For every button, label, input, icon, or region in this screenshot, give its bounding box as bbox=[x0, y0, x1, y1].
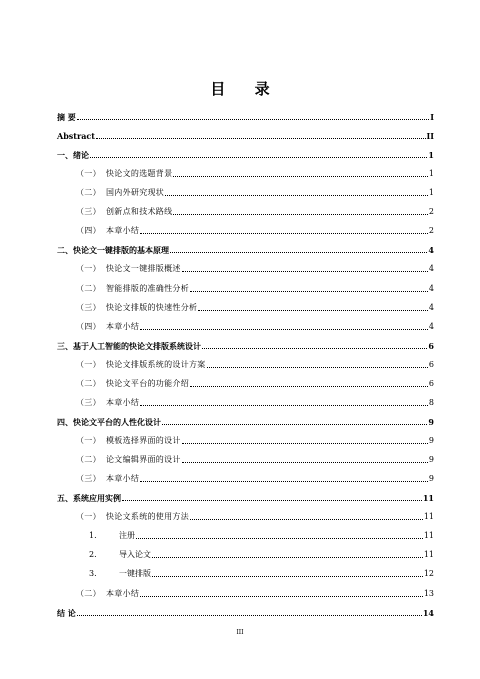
toc-entry[interactable] bbox=[76, 322, 434, 332]
dot-leader bbox=[173, 214, 428, 215]
toc-entry-page: 4 bbox=[428, 283, 434, 293]
toc-entry-number: 3. bbox=[89, 569, 97, 579]
dot-leader bbox=[140, 596, 423, 597]
toc-entry-title bbox=[57, 112, 76, 122]
dot-leader bbox=[190, 291, 428, 292]
toc-entry[interactable] bbox=[57, 150, 434, 160]
toc-entry-text: 摘 要 bbox=[57, 112, 76, 122]
toc-entry-page: 9 bbox=[428, 455, 434, 465]
toc-entry-text: 本章小结 bbox=[106, 474, 140, 484]
toc-entry-title bbox=[76, 589, 139, 599]
toc-entry[interactable] bbox=[76, 589, 434, 599]
toc-entry-page: 8 bbox=[428, 397, 434, 407]
toc-entry-page: 1 bbox=[428, 169, 434, 179]
toc-entry-title bbox=[76, 455, 181, 465]
toc-entry-page: 4 bbox=[428, 302, 434, 312]
toc-entry-number: （三） bbox=[76, 302, 101, 312]
toc-entry[interactable] bbox=[89, 531, 434, 541]
toc-entry-text: 本章小结 bbox=[106, 321, 140, 331]
dot-leader bbox=[190, 386, 428, 387]
page-title: 目 录 bbox=[210, 80, 282, 98]
dot-leader bbox=[122, 500, 422, 501]
toc-entry-title bbox=[89, 531, 135, 541]
toc-entry[interactable] bbox=[57, 112, 434, 122]
dot-leader bbox=[202, 348, 427, 349]
dot-leader bbox=[77, 615, 422, 616]
dot-leader bbox=[140, 405, 428, 406]
toc-entry-title bbox=[89, 569, 151, 579]
toc-entry-text: 国内外研究现状 bbox=[106, 188, 165, 198]
toc-entry[interactable] bbox=[76, 207, 434, 217]
toc-entry-number: （一） bbox=[76, 264, 101, 274]
toc-entry-page: 13 bbox=[423, 588, 434, 598]
toc-entry-page: 2 bbox=[428, 207, 434, 217]
toc-entry-title bbox=[76, 360, 206, 370]
toc-entry[interactable] bbox=[76, 303, 434, 313]
dot-leader bbox=[90, 157, 427, 158]
toc-entry-title bbox=[76, 322, 139, 332]
toc-entry-page: 4 bbox=[428, 264, 434, 274]
dot-leader bbox=[182, 443, 428, 444]
toc-entry-number: （四） bbox=[76, 321, 101, 331]
toc-entry[interactable] bbox=[57, 245, 434, 255]
toc-entry-number: （二） bbox=[76, 378, 101, 388]
toc-entry-page: 9 bbox=[428, 416, 434, 427]
toc-entry[interactable] bbox=[76, 284, 434, 294]
toc-entry[interactable] bbox=[76, 379, 434, 389]
toc-entry-title bbox=[57, 493, 121, 503]
dot-leader bbox=[152, 576, 423, 577]
toc-entry-text: 创新点和技术路线 bbox=[106, 207, 173, 217]
toc-entry-title bbox=[76, 436, 181, 446]
toc-entry[interactable] bbox=[89, 550, 434, 560]
toc-entry-page: 14 bbox=[422, 607, 434, 618]
toc-entry-title bbox=[57, 341, 201, 351]
toc-entry-title bbox=[76, 474, 139, 484]
toc-entry-text: 一键排版 bbox=[119, 569, 151, 579]
toc-entry-text: 快论文排版的快速性分析 bbox=[106, 302, 198, 312]
toc-entry[interactable] bbox=[57, 608, 434, 618]
toc-entry-page: 6 bbox=[428, 378, 434, 388]
dot-leader bbox=[182, 462, 428, 463]
toc-entry-page: 12 bbox=[423, 569, 434, 579]
toc-entry-page: 11 bbox=[422, 493, 434, 504]
toc-entry-number: 2. bbox=[89, 550, 97, 560]
toc-entry-title bbox=[76, 512, 189, 522]
toc-entry-number: （三） bbox=[76, 474, 101, 484]
toc-entry-number: （二） bbox=[76, 283, 101, 293]
toc-entry-text: 四、快论文平台的人性化设计 bbox=[57, 416, 161, 427]
toc-entry-text: 快论文一键排版概述 bbox=[106, 264, 181, 274]
toc-entry[interactable] bbox=[57, 493, 434, 503]
dot-leader bbox=[136, 538, 423, 539]
toc-entry-text: 三、基于人工智能的快论文排版系统设计 bbox=[57, 340, 201, 351]
toc-entry-title bbox=[89, 550, 151, 560]
toc-entry-page: 6 bbox=[428, 359, 434, 369]
toc-entry-title bbox=[76, 264, 181, 274]
toc-entry-text: 导入论文 bbox=[119, 550, 151, 560]
toc-entry-title bbox=[57, 150, 89, 160]
toc-entry[interactable] bbox=[76, 455, 434, 465]
toc-entry-page: 1 bbox=[428, 188, 434, 198]
toc-entry-page: 9 bbox=[428, 474, 434, 484]
toc-entry-text: 注册 bbox=[119, 531, 135, 541]
dot-leader bbox=[182, 271, 428, 272]
dot-leader bbox=[140, 481, 428, 482]
dot-leader bbox=[140, 329, 428, 330]
toc-entry-number: （三） bbox=[76, 207, 101, 217]
toc-entry[interactable] bbox=[89, 569, 434, 579]
toc-entry-page: 11 bbox=[423, 512, 434, 522]
toc-entry-number: （一） bbox=[76, 512, 101, 522]
toc-entry-page: 4 bbox=[428, 245, 434, 256]
toc-entry-title bbox=[57, 131, 95, 141]
toc-entry-page: 4 bbox=[428, 321, 434, 331]
dot-leader bbox=[152, 557, 423, 558]
toc-entry-text: 本章小结 bbox=[106, 588, 140, 598]
toc-entry[interactable] bbox=[76, 474, 434, 484]
toc-entry-page: 6 bbox=[428, 340, 434, 351]
toc-entry[interactable] bbox=[76, 398, 434, 408]
toc-entry[interactable] bbox=[76, 360, 434, 370]
toc-entry-title bbox=[76, 188, 164, 198]
toc-entry-text: 结 论 bbox=[57, 607, 76, 618]
toc-entry-text: 快论文平台的功能介绍 bbox=[106, 378, 189, 388]
toc-entry-number: （二） bbox=[76, 588, 101, 598]
toc-entry[interactable] bbox=[57, 131, 434, 141]
toc-entry-text: 五、系统应用实例 bbox=[57, 493, 121, 504]
toc-entry-text: 模板选择界面的设计 bbox=[106, 436, 181, 446]
toc-entry[interactable] bbox=[76, 169, 434, 179]
toc-entry-number: （二） bbox=[76, 455, 101, 465]
toc-entry-page: 2 bbox=[428, 226, 434, 236]
toc-entry-text: 本章小结 bbox=[106, 226, 140, 236]
toc-entry-text: 快论文的选题背景 bbox=[106, 169, 173, 179]
toc-entry-number: （一） bbox=[76, 169, 101, 179]
toc-entry-text: Abstract bbox=[57, 131, 95, 142]
toc-entry-text: 快论文排版系统的设计方案 bbox=[106, 359, 206, 369]
toc-entry-title bbox=[76, 169, 172, 179]
toc-entry[interactable] bbox=[76, 264, 434, 274]
toc-entry[interactable] bbox=[76, 512, 434, 522]
toc-entry-text: 二、快论文一键排版的基本原理 bbox=[57, 245, 169, 256]
toc-entry-number: 1. bbox=[89, 531, 97, 541]
toc-entry-number: （四） bbox=[76, 226, 101, 236]
toc-entry-title bbox=[57, 245, 169, 255]
toc-entry-number: （一） bbox=[76, 436, 101, 446]
dot-leader bbox=[173, 176, 428, 177]
toc-entry[interactable] bbox=[76, 226, 434, 236]
toc-entry-page: 11 bbox=[423, 531, 434, 541]
dot-leader bbox=[165, 195, 428, 196]
toc-entry[interactable] bbox=[76, 436, 434, 446]
toc-entry-number: （二） bbox=[76, 188, 101, 198]
page-number: III bbox=[236, 629, 244, 636]
toc-entry[interactable] bbox=[57, 341, 434, 351]
dot-leader bbox=[162, 424, 427, 425]
toc-entry[interactable] bbox=[57, 417, 434, 427]
toc-entry-page: II bbox=[426, 131, 434, 142]
toc-entry-text: 一、绪论 bbox=[57, 150, 89, 161]
toc-entry[interactable] bbox=[76, 188, 434, 198]
dot-leader bbox=[198, 310, 428, 311]
toc-entry-text: 快论文系统的使用方法 bbox=[106, 512, 189, 522]
dot-leader bbox=[170, 252, 427, 253]
toc-entry-title bbox=[57, 417, 161, 427]
toc-entry-page: 11 bbox=[423, 550, 434, 560]
toc-entry-title bbox=[57, 608, 76, 618]
toc-entry-title bbox=[76, 379, 189, 389]
toc-entry-number: （一） bbox=[76, 359, 101, 369]
dot-leader bbox=[140, 233, 428, 234]
toc-entry-title bbox=[76, 398, 139, 408]
toc-entry-title bbox=[76, 303, 197, 313]
toc-entry-page: 1 bbox=[428, 150, 434, 161]
dot-leader bbox=[190, 519, 423, 520]
toc-entry-page: I bbox=[430, 112, 434, 122]
toc-entry-text: 智能排版的准确性分析 bbox=[106, 283, 189, 293]
toc-entry-title bbox=[76, 207, 172, 217]
dot-leader bbox=[96, 138, 426, 139]
dot-leader bbox=[77, 119, 429, 120]
toc-entry-text: 本章小结 bbox=[106, 397, 140, 407]
toc-entry-page: 9 bbox=[428, 436, 434, 446]
dot-leader bbox=[207, 367, 428, 368]
toc-entry-title bbox=[76, 284, 189, 294]
toc-entry-text: 论文编辑界面的设计 bbox=[106, 455, 181, 465]
toc-entry-number: （三） bbox=[76, 397, 101, 407]
toc-entry-title bbox=[76, 226, 139, 236]
